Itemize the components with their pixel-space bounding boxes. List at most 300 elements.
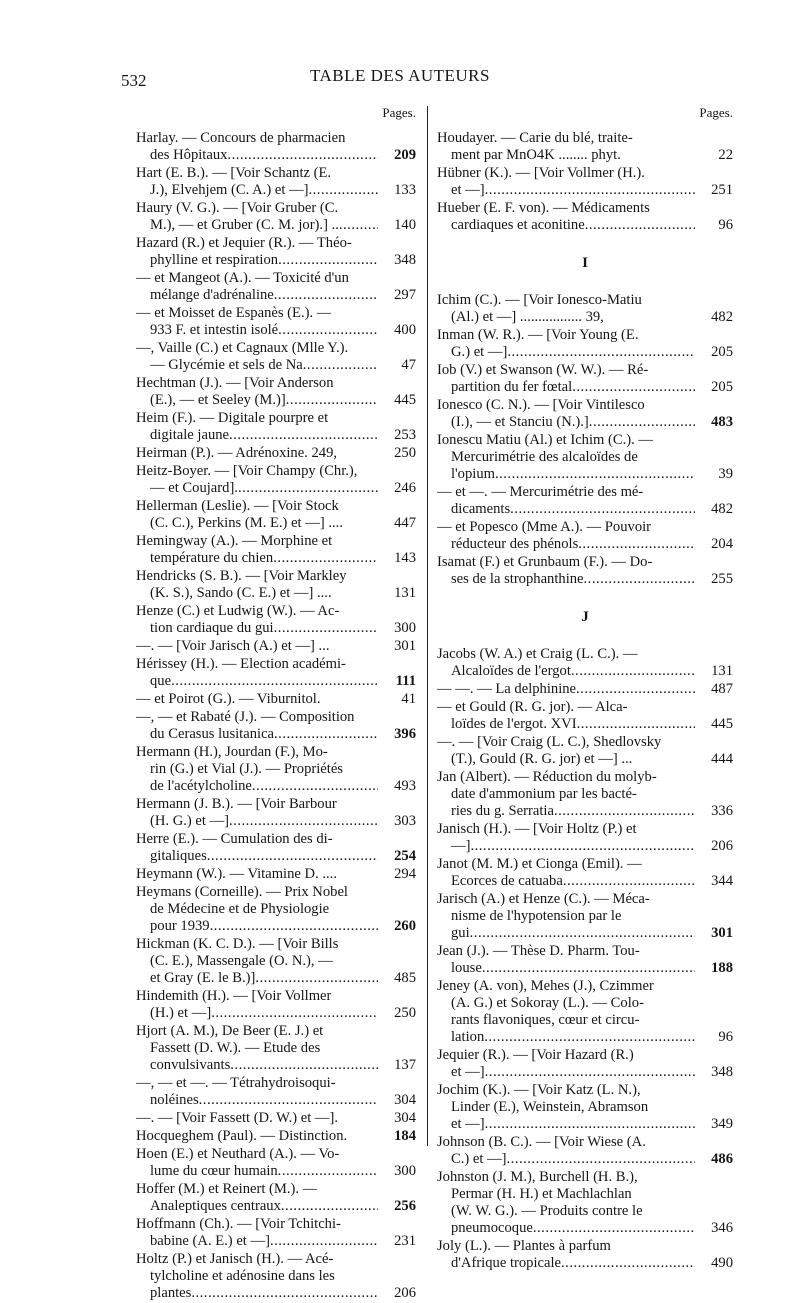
entry-line xyxy=(437,1186,733,1203)
page-reference: 96 xyxy=(718,217,733,233)
page-reference: 490 xyxy=(711,1255,733,1271)
entry-line xyxy=(437,432,733,449)
entry-line xyxy=(437,995,733,1012)
entry-text: J.), Elvehjem (C. A.) et —] xyxy=(150,182,309,198)
entry-line xyxy=(136,761,416,778)
page-reference: 251 xyxy=(711,182,733,198)
index-entry xyxy=(136,1023,416,1074)
entry-line xyxy=(437,519,733,536)
index-entry xyxy=(136,796,416,830)
entry-text: Hermann (J. B.). — [Voir Barbour xyxy=(136,796,337,812)
entry-text: nisme de l'hypotension par le xyxy=(451,908,622,924)
entry-text: Jan (Albert). — Réduction du molyb- xyxy=(437,769,657,785)
entry-line xyxy=(136,970,416,987)
index-entry xyxy=(136,831,416,865)
index-entry xyxy=(136,235,416,269)
entry-text: Hemingway (A.). — Morphine et xyxy=(136,533,333,549)
entry-line xyxy=(136,270,416,287)
entry-text: Hoffmann (Ch.). — [Voir Tchitchi- xyxy=(136,1216,341,1232)
entry-line xyxy=(136,866,416,883)
entry-line xyxy=(437,536,733,553)
entry-text: Hueber (E. F. von). — Médicaments xyxy=(437,200,650,216)
entry-text: — et Poirot (G.). — Viburnitol. xyxy=(136,691,321,707)
entry-text: l'opium xyxy=(451,466,495,482)
dot-leader xyxy=(485,1064,695,1081)
index-entry xyxy=(437,484,733,518)
page-reference: 188 xyxy=(711,960,733,976)
index-entry xyxy=(437,165,733,199)
entry-text: température du chien xyxy=(150,550,274,566)
entry-line xyxy=(136,1268,416,1285)
entry-line xyxy=(437,821,733,838)
entry-text: dicaments xyxy=(451,501,511,517)
entry-line xyxy=(437,414,733,431)
index-entry xyxy=(136,709,416,743)
dot-leader xyxy=(572,379,695,396)
entry-text: — et Popesco (Mme A.). — Pouvoir xyxy=(437,519,652,535)
index-entry xyxy=(437,362,733,396)
page-reference: 209 xyxy=(394,147,416,163)
index-entry xyxy=(437,978,733,1046)
entry-text: lume du cœur humain xyxy=(150,1163,278,1179)
index-entry xyxy=(437,943,733,977)
entry-line xyxy=(437,751,733,768)
right-column xyxy=(437,106,733,1273)
entry-text: Linder (E.), Weinstein, Abramson xyxy=(451,1099,649,1115)
entry-line xyxy=(136,392,416,409)
entry-line xyxy=(437,1220,733,1237)
entry-text: —. — [Voir Craig (L. C.), Shedlovsky xyxy=(437,734,662,750)
page-reference: 297 xyxy=(394,287,416,303)
entry-text: tion cardiaque du gui xyxy=(150,620,274,636)
entry-line xyxy=(136,726,416,743)
dot-leader xyxy=(227,147,378,164)
entry-text: loïdes de l'ergot. XVI xyxy=(451,716,577,732)
entry-line xyxy=(136,1092,416,1109)
page-reference: 482 xyxy=(711,309,733,325)
index-entry xyxy=(136,603,416,637)
entry-line xyxy=(136,533,416,550)
entry-text: G.) et —] xyxy=(451,344,508,360)
page-reference: 304 xyxy=(394,1110,416,1126)
index-entry xyxy=(136,200,416,234)
entry-text: C.) et —] xyxy=(451,1151,507,1167)
entry-line xyxy=(437,1116,733,1133)
index-entry xyxy=(136,1216,416,1250)
entry-text: M.), — et Gruber (C. M. jor).] .. xyxy=(150,217,339,233)
dot-leader xyxy=(274,287,378,304)
entry-text: Alcaloïdes de l'ergot xyxy=(451,663,571,679)
entry-text: ment par MnO4K ........ phyt. xyxy=(451,147,621,163)
entry-text: Hellerman (Leslie). — [Voir Stock xyxy=(136,498,339,514)
entry-line xyxy=(437,147,733,164)
page-reference: 256 xyxy=(394,1198,416,1214)
entry-text: Janot (M. M.) et Cionga (Emil). — xyxy=(437,856,642,872)
entry-line xyxy=(136,778,416,795)
entry-line xyxy=(136,463,416,480)
dot-leader xyxy=(470,838,695,855)
page-reference: 493 xyxy=(394,778,416,794)
entry-line xyxy=(437,803,733,820)
entry-line xyxy=(437,397,733,414)
entry-line xyxy=(136,884,416,901)
entry-line xyxy=(136,182,416,199)
entry-line xyxy=(437,1099,733,1116)
entry-line xyxy=(136,988,416,1005)
entry-line xyxy=(136,1181,416,1198)
entry-text: (T.), Gould (R. G. jor) et —] ... xyxy=(451,751,633,767)
entry-text: —, Vaille (C.) et Cagnaux (Mlle Y.). xyxy=(136,340,349,356)
index-entry xyxy=(136,936,416,987)
index-entry xyxy=(437,327,733,361)
page-reference: 250 xyxy=(394,445,416,461)
page-reference: 486 xyxy=(711,1151,733,1167)
left-column xyxy=(136,106,416,1303)
entry-text: (C. C.), Perkins (M. E.) et —] .... xyxy=(150,515,343,531)
entry-text: gitaliques xyxy=(150,848,207,864)
entry-line xyxy=(136,1023,416,1040)
index-entry xyxy=(437,519,733,553)
entry-line xyxy=(437,891,733,908)
entry-text: Heirman (P.). — Adrénoxine. 249, xyxy=(136,445,338,461)
entry-line xyxy=(136,427,416,444)
entry-line xyxy=(136,620,416,637)
entry-line xyxy=(136,656,416,673)
entry-text: (H. G.) et —] xyxy=(150,813,230,829)
entry-text: — Glycémie et sels de Na xyxy=(150,357,303,373)
dot-leader xyxy=(207,848,378,865)
entry-line xyxy=(136,1057,416,1074)
dot-leader xyxy=(533,1220,695,1237)
page-reference: 301 xyxy=(711,925,733,941)
entry-line xyxy=(136,165,416,182)
index-entry xyxy=(437,646,733,680)
dot-leader xyxy=(199,1092,378,1109)
page-reference: 133 xyxy=(394,182,416,198)
page-reference: 444 xyxy=(711,751,733,767)
entry-text: 933 F. et intestin isolé xyxy=(150,322,279,338)
entry-text: plantes xyxy=(150,1285,192,1301)
entry-text: réducteur des phénols xyxy=(451,536,579,552)
entry-text: Houdayer. — Carie du blé, traite- xyxy=(437,130,633,146)
entry-line xyxy=(437,449,733,466)
entry-text: Permar (H. H.) et Machlachlan xyxy=(451,1186,632,1202)
page-reference: 47 xyxy=(401,357,416,373)
entry-line xyxy=(136,252,416,269)
entry-line xyxy=(136,585,416,602)
index-entry xyxy=(136,165,416,199)
entry-text: et —] xyxy=(451,1064,485,1080)
entry-text: gui xyxy=(451,925,470,941)
entry-text: Hendricks (S. B.). — [Voir Markley xyxy=(136,568,347,584)
entry-line xyxy=(136,1040,416,1057)
entry-line xyxy=(136,217,416,234)
entry-text: Herre (E.). — Cumulation des di- xyxy=(136,831,333,847)
entry-text: date d'ammonium par les bacté- xyxy=(451,786,637,802)
entry-text: pneumocoque xyxy=(451,1220,533,1236)
entry-text: (W. W. G.). — Produits contre le xyxy=(451,1203,643,1219)
page-reference: 303 xyxy=(394,813,416,829)
entry-text: Hindemith (H.). — [Voir Vollmer xyxy=(136,988,332,1004)
entry-line xyxy=(136,638,416,655)
entry-text: Ichim (C.). — [Voir Ionesco-Matiu xyxy=(437,292,642,308)
dot-leader xyxy=(278,322,378,339)
entry-line xyxy=(437,769,733,786)
index-entry xyxy=(136,1146,416,1180)
page-reference: 143 xyxy=(394,550,416,566)
entry-text: Hermann (H.), Jourdan (F.), Mo- xyxy=(136,744,328,760)
entry-line xyxy=(136,709,416,726)
entry-line xyxy=(437,165,733,182)
entry-line xyxy=(136,673,416,690)
page-reference: 255 xyxy=(711,571,733,587)
index-entry xyxy=(136,410,416,444)
page-reference: 344 xyxy=(711,873,733,889)
index-entry xyxy=(136,884,416,935)
entry-line xyxy=(437,838,733,855)
entry-line xyxy=(437,309,733,326)
pages-header: Pages. xyxy=(699,105,733,120)
dot-leader xyxy=(470,925,695,942)
entry-line xyxy=(136,147,416,164)
dot-leader xyxy=(577,716,695,733)
entry-line xyxy=(437,362,733,379)
entry-text: Hechtman (J.). — [Voir Anderson xyxy=(136,375,334,391)
index-entry xyxy=(136,375,416,409)
dot-leader xyxy=(274,726,378,743)
entry-text: que xyxy=(150,673,172,689)
dot-leader xyxy=(510,501,695,518)
entry-line xyxy=(136,1198,416,1215)
entry-line xyxy=(437,699,733,716)
entry-line xyxy=(437,1203,733,1220)
entry-line xyxy=(437,182,733,199)
page-reference: 300 xyxy=(394,1163,416,1179)
entry-line xyxy=(437,501,733,518)
entry-line xyxy=(437,856,733,873)
index-entry xyxy=(437,1047,733,1081)
entry-line xyxy=(136,1146,416,1163)
entry-text: ses de la strophanthine xyxy=(451,571,584,587)
index-entry xyxy=(437,821,733,855)
entry-text: —, — et Rabaté (J.). — Composition xyxy=(136,709,355,725)
dot-leader xyxy=(238,480,378,497)
dot-leader xyxy=(230,1057,378,1074)
index-entry xyxy=(437,1082,733,1133)
dot-leader xyxy=(589,414,695,431)
running-title: TABLE DES AUTEURS xyxy=(310,66,490,85)
entry-text: (H.) et —] xyxy=(150,1005,212,1021)
entry-text: de l'acétylcholine xyxy=(150,778,252,794)
entry-line xyxy=(437,1064,733,1081)
entry-line xyxy=(437,1151,733,1168)
entry-line xyxy=(136,1075,416,1092)
page-reference: 445 xyxy=(711,716,733,732)
dot-leader xyxy=(554,803,695,820)
entry-line xyxy=(437,327,733,344)
entry-text: louse xyxy=(451,960,482,976)
page-reference: 246 xyxy=(394,480,416,496)
page-reference: 300 xyxy=(394,620,416,636)
entry-line xyxy=(136,287,416,304)
page-reference: 184 xyxy=(394,1128,416,1144)
entry-line xyxy=(136,480,416,497)
dot-leader xyxy=(484,1029,695,1046)
entry-line xyxy=(136,357,416,374)
page-reference: 39 xyxy=(718,466,733,482)
entry-text: Joly (L.). — Plantes à parfum xyxy=(437,1238,611,1254)
dot-leader xyxy=(278,1163,378,1180)
entry-line xyxy=(136,848,416,865)
page-reference: 304 xyxy=(394,1092,416,1108)
index-entry xyxy=(437,856,733,890)
entry-text: Hickman (K. C. D.). — [Voir Bills xyxy=(136,936,339,952)
page-reference: 206 xyxy=(711,838,733,854)
page-reference: 131 xyxy=(711,663,733,679)
entry-text: Heitz-Boyer. — [Voir Champy (Chr.), xyxy=(136,463,358,479)
entry-line xyxy=(437,734,733,751)
entry-line xyxy=(136,410,416,427)
dot-leader xyxy=(210,918,378,935)
entry-text: — et —. — Mercurimétrie des mé- xyxy=(437,484,644,500)
entry-text: rants flavoniques, cœur et circu- xyxy=(451,1012,640,1028)
entry-text: Jeney (A. von), Mehes (J.), Czimmer xyxy=(437,978,654,994)
entry-line xyxy=(136,322,416,339)
index-entry xyxy=(136,1110,416,1127)
entry-line xyxy=(136,831,416,848)
page-reference: 447 xyxy=(394,515,416,531)
dot-leader xyxy=(308,182,378,199)
page-reference: 348 xyxy=(711,1064,733,1080)
entry-text: lation xyxy=(451,1029,485,1045)
section-letter: J xyxy=(581,609,589,625)
entry-text: Jarisch (A.) et Henze (C.). — Méca- xyxy=(437,891,650,907)
index-entry xyxy=(136,130,416,164)
entry-text: Hübner (K.). — [Voir Vollmer (H.). xyxy=(437,165,645,181)
index-entry xyxy=(136,638,416,655)
entry-text: Holtz (P.) et Janisch (H.). — Acé- xyxy=(136,1251,334,1267)
entry-text: Inman (W. R.). — [Voir Young (E. xyxy=(437,327,639,343)
entry-line xyxy=(437,292,733,309)
entry-line xyxy=(437,1238,733,1255)
entry-line xyxy=(437,873,733,890)
page-reference: 400 xyxy=(394,322,416,338)
index-entry xyxy=(437,769,733,820)
entry-text: tylcholine et adénosine dans les xyxy=(150,1268,335,1284)
entry-text: Hoffer (M.) et Reinert (M.). — xyxy=(136,1181,318,1197)
entry-line xyxy=(136,796,416,813)
entry-line xyxy=(136,130,416,147)
entry-line xyxy=(437,379,733,396)
entry-line xyxy=(136,340,416,357)
entry-text: —] xyxy=(451,838,471,854)
entry-text: Iob (V.) et Swanson (W. W.). — Ré- xyxy=(437,362,649,378)
index-entry xyxy=(136,270,416,304)
index-entry xyxy=(437,699,733,733)
page-reference: 445 xyxy=(394,392,416,408)
entry-line xyxy=(136,1216,416,1233)
entry-line xyxy=(437,130,733,147)
dot-leader xyxy=(485,1116,695,1133)
entry-text: d'Afrique tropicale xyxy=(451,1255,562,1271)
index-entry xyxy=(437,200,733,234)
entry-line xyxy=(437,960,733,977)
page-reference: 205 xyxy=(711,344,733,360)
entry-line xyxy=(136,1163,416,1180)
index-entry xyxy=(437,1238,733,1272)
entry-line xyxy=(437,344,733,361)
dot-leader xyxy=(278,252,378,269)
entry-text: (E.), — et Seeley (M.)] xyxy=(150,392,286,408)
entry-text: ries du g. Serratia xyxy=(451,803,554,819)
entry-line xyxy=(136,235,416,252)
entry-text: convulsivants xyxy=(150,1057,231,1073)
index-entry xyxy=(136,1181,416,1215)
dot-leader xyxy=(273,550,378,567)
entry-text: Hérissey (H.). — Election académi- xyxy=(136,656,346,672)
entry-line xyxy=(136,953,416,970)
entry-text: — —. — La delphinine xyxy=(437,681,577,697)
entry-text: et —] xyxy=(451,182,485,198)
entry-line xyxy=(437,200,733,217)
dot-leader xyxy=(561,1255,695,1272)
page-reference: 346 xyxy=(711,1220,733,1236)
entry-line xyxy=(136,1233,416,1250)
index-entry xyxy=(136,1128,416,1145)
page-reference: 131 xyxy=(394,585,416,601)
entry-line xyxy=(136,603,416,620)
entry-line xyxy=(136,1128,416,1145)
entry-line xyxy=(437,484,733,501)
entry-line xyxy=(437,943,733,960)
entry-text: —. — [Voir Fassett (D. W.) et —]. xyxy=(136,1110,339,1126)
entry-line xyxy=(136,1251,416,1268)
index-entry xyxy=(136,1251,416,1302)
dot-leader xyxy=(270,1233,378,1250)
entry-text: (K. S.), Sando (C. E.) et —] .... xyxy=(150,585,332,601)
entry-line xyxy=(136,744,416,761)
entry-text: rin (G.) et Vial (J.). — Propriétés xyxy=(150,761,343,777)
index-entry xyxy=(136,340,416,374)
entry-text: — et Moisset de Espanès (E.). — xyxy=(136,305,332,321)
dot-leader xyxy=(252,778,378,795)
entry-line xyxy=(437,1012,733,1029)
entry-line xyxy=(437,646,733,663)
entry-line xyxy=(136,550,416,567)
page-reference: 485 xyxy=(394,970,416,986)
page-number: 532 xyxy=(121,71,147,90)
entry-line xyxy=(437,571,733,588)
page-reference: 204 xyxy=(711,536,733,552)
entry-text: Johnson (B. C.). — [Voir Wiese (A. xyxy=(437,1134,646,1150)
entry-line xyxy=(136,200,416,217)
entry-line xyxy=(437,925,733,942)
entry-line xyxy=(437,1255,733,1272)
dot-leader xyxy=(171,673,378,690)
entry-line xyxy=(437,786,733,803)
index-entry xyxy=(136,305,416,339)
dot-leader xyxy=(563,873,695,890)
entry-line xyxy=(136,813,416,830)
entry-line xyxy=(136,515,416,532)
index-entry xyxy=(136,744,416,795)
page-reference: 231 xyxy=(394,1233,416,1249)
index-entry xyxy=(136,533,416,567)
entry-text: Hjort (A. M.), De Beer (E. J.) et xyxy=(136,1023,324,1039)
entry-text: digitale jaune xyxy=(150,427,230,443)
entry-line xyxy=(136,305,416,322)
entry-text: (Al.) et —] ................. 39, xyxy=(451,309,604,325)
